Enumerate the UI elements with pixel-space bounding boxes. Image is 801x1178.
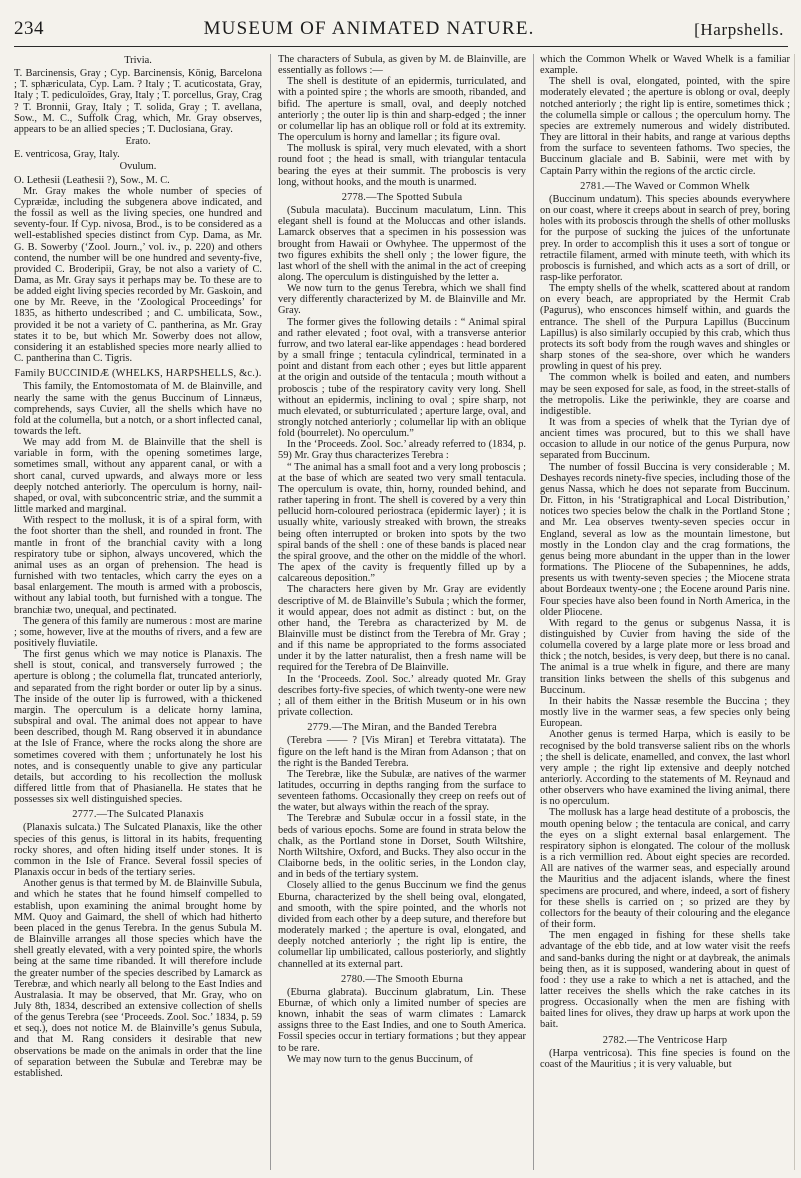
paragraph: The shell is oval, elongated, pointed, with the spire moderately elevated ; the aperture is oblong or oval, deeply notched anteriorly ; the right lip is entire, sometimes thick ; the columella simple or callous ; the operculum horny. The species are extremely numerous and widely distributed. They are littoral in their habits, and range at various depths from the surface to seventeen fathoms. Two species, the Buccinum glaciale and B. Sabinii, were met with by Captain Parry within the regions of the arctic circle. <box>540 76 790 177</box>
genus-heading: Trivia. <box>124 55 152 66</box>
paragraph: The first genus which we may notice is Planaxis. The shell is stout, conical, and transversely furrowed ; the aperture is oblong ; the columella flat, truncated anteriorly, and separated from the right border or outer lip by a sinus. The inside of the outer lip is furrowed, with a thickened margin. The operculum is a delicate horny lamina, subspiral and oval. The animal does not appear to have been described, though M. Rang observed it in abundance at the Isle of France, where the rocks along the shore are sometimes covered with them ; unfortunately he lost his notes, and is consequently unable to give any particular details, but according to his recollection the mollusk differed little from that of Phasianella. He states that he possesses six well distinguished species. <box>14 649 262 806</box>
page-number: 234 <box>14 18 44 39</box>
paragraph: The common whelk is boiled and eaten, and numbers may be seen exposed for sale, as food, in the street-stalls of the metropolis. Like the periwinkle, they are coarse and indigestible. <box>540 372 790 417</box>
paragraph: The mollusk has a large head destitute of a proboscis, the mouth opening below ; the tentacula are conical, and carry the eyes on a slight external basal enlargement. The respiratory siphon is elongated. The colour of the mollusk is a rich vermillion red. About eight species are recorded. All are natives of the warmer seas, and especially around the Mauritius and the adjacent islands, where the finest specimens are procured, and where, indeed, a sort of fishery for these shells is carried on ; so prized are they by collectors for the beauty of their colouring and the elegance of their form. <box>540 807 790 931</box>
genus-heading: Erato. <box>125 136 151 148</box>
paragraph: The characters here given by Mr. Gray are evidently descriptive of M. de Blainville’s Subula ; which the former, it would appear, does not admit as distinct : but, on the other hand, the Terebra as characterized by M. de Blainville must be distinct from the Terebra of Mr. Gray ; and if this name be appropriated to the forms associated under it by the latter naturalist, then a fresh name will be required for the Terebra of De Blainville. <box>278 584 526 674</box>
paragraph: We may now turn to the genus Buccinum, of <box>287 1053 473 1065</box>
paragraph: Another genus is that termed by M. de Blainville Subula, and which he states that he found himself compelled to establish, upon examining the animal brought home by MM. Quoy and Gaimard, the shell of which had hitherto been placed in the genus Terebra. In the genus Subula M. de Blainville arranges all those species which have the shell greatly elevated, with a very pointed spire, the whorls being at the same time ribanded. It will therefore include the greater number of the species described by Lamarck as Terebræ, and which nearly all belong to the East Indies and Australasia. It may be observed, that Mr. Gray, who on July 8th, 1834, described an extensive collection of shells of the genus Terebra (see ‘Proceeds. Zool. Soc.’ 1834, p. 59 et seq.), does not notice M. de Blainville’s genus Subula, and that M. Rang considers it desirable that new observations be made on the animals in order that the line of separation between the Subulæ and Terebræ may be established. <box>14 878 262 1079</box>
paragraph: (Harpa ventricosa). This fine species is found on the coast of the Mauritius ; it is very valuable, but <box>540 1047 790 1070</box>
paragraph: Another genus is termed Harpa, which is easily to be recognised by the bold transverse salient ribs on the whorls ; the shell is delicate, enamelled, and convex, the last whorl very ample ; the right lip extensive and deeply notched anteriorly. According to the statements of M. Reynaud and other observers who have examined the living animal, there is no operculum. <box>540 729 790 808</box>
paragraph: Mr. Gray makes the whole number of species of Cypræidæ, including the subgenera above indicated, and the fossil as well as the living species, one hundred and seventy-four. If Cyp. nivosa, Brod., is to be considered as a well-established species distinct from Cyp. Dama, as Mr. G. B. Sowerby (‘Zool. Journ.,’ vol. iv., p. 220) and others contend, the number will be one hundred and seventy-five, provided C. Broderipii, Gray, be not also a variety of C. Dama, as Mr. Gray says it perhaps may be. To these are to be added eight living species recorded by Mr. Gaskoin, and one by Mr. Reeve, in the ‘Zoological Proceedings’ for 1835, as hitherto undescribed ; and C. umbilicata, Sow., provided it be not a variety of C. pantherina, as Mr. Gray states it to be, but which Mr. Sowerby does not allow, considering it an established species more nearly allied to C. pantherina than C. Tigris. <box>14 185 262 365</box>
paragraph: In their habits the Nassæ resemble the Buccina ; they mostly live in the warmer seas, a few species only being European. <box>540 695 790 730</box>
column-divider <box>533 54 534 1170</box>
section-heading: Family BUCCINIDÆ (WHELKS, HARPSHELLS, &c.). <box>14 368 262 380</box>
running-head <box>14 10 784 40</box>
paragraph: The number of fossil Buccina is very considerable ; M. Deshayes records ninety-five species, including those of the genus Nassa, which he does not separate from Buccinum. Dr. Fitton, in his ‘Stratigraphical and Local Distribution,’ notices two species below the chalk in the Portland Stone ; and Mr. Lea observes twenty-seven species occur in England, several as low as the mountain limestone, but mostly in the London clay and the crag formations, the genus being more abundant in the upper than in the lower formations. The Pliocene of the Subapennines, he adds, presents us with twenty-seven species ; the Miocene strata about Bordeaux twenty-one ; the Eocene around Paris nine. Four species have also been found in North America, in the older Pliocene. <box>540 461 790 618</box>
section-heading: 2777.—The Sulcated Planaxis <box>72 809 204 821</box>
paragraph: With respect to the mollusk, it is of a spiral form, with the foot shorter than the shell, and rounded in front. The mantle in front of the branchial cavity with a long respiratory tube or siphon, always uncovered, which the animal uses as an organ of prehension. The head is furnished with two tentacles, which carry the eyes on a basal enlargement. The mouth is armed with a proboscis, without any labial tooth, but furnished with a tongue. The branchiæ two, unequal, and pectinated. <box>14 515 262 616</box>
paragraph: (Buccinum undatum). This species abounds everywhere on our coast, where it creeps about in search of prey, boring holes with its proboscis through the shells of other mollusks for the purpose of sucking the juices of the unfortunate prey. In order to accomplish this it uses a sort of tongue or retractile filament, armed with minute teeth, with which its proboscis is furnished, and which acts as a sort of drill, or rasp-like perforator. <box>540 193 790 283</box>
paragraph: The Terebræ, like the Subulæ, are natives of the warmer latitudes, occurring in depths ranging from the surface to seventeen fathoms. Occasionally they creep on reefs out of the water, but always within the reach of the spray. <box>278 768 526 814</box>
paragraph: In the ‘Proceeds. Zool. Soc.’ already referred to (1834, p. 59) Mr. Gray thus characterizes Terebra : <box>278 439 526 462</box>
paragraph: (Subula maculata). Buccinum maculatum, Linn. This elegant shell is found at the Moluccas and other islands. Lamarck observes that a specimen in his possession was brought from Hawaii or Owhyhee. The uppermost of the two figures exhibits the shell only ; the lower figure, the last whorl of the shell with the animal in the act of creeping along. The operculum is distinguished by the letter a. <box>278 205 526 283</box>
paragraph: T. Barcinensis, Gray ; Cyp. Barcinensis, König, Barcelona ; T. sphæriculata, Cyp. Lam. ? Italy ; T. acuticostata, Gray, Italy ; T. pediculoïdes, Gray, Italy ; T. porcellus, Gray, Crag ? T. Bronnii, Gray, Italy ; T. solida, Gray ; T. avellana, Sow., M. C., Suffolk Crag, which, Mr. Gray observes, appears to be an allied species ; T. Duclosiana, Gray. <box>14 68 262 135</box>
paragraph: The Terebræ and Subulæ occur in a fossil state, in the beds of various epochs. Some are found in strata below the chalk, as the Portland stone in Dorset, South Wiltshire, North Wiltshire, Oxford, and Bucks. They also occur in the Claiborne beds, in the oolitic series, in the London clay, and in beds of the tertiary system. <box>278 813 526 881</box>
paragraph: Closely allied to the genus Buccinum we find the genus Eburna, characterized by the shell being oval, elongated, and smooth, with the spire pointed, and the whorls not divided from each other by a deep suture, and therefore but moderately marked ; the aperture is oval, elongated, and deeply notched anteriorly ; the right lip is entire, the columellar lip umbilicated, callous posteriorly, and slightly channelled at its external part. <box>278 880 526 970</box>
paragraph: The characters of Subula, as given by M. de Blainville, are essentially as follows :— <box>278 54 526 77</box>
section-heading: 2779.—The Miran, and the Banded Terebra <box>307 722 497 734</box>
paragraph: The men engaged in fishing for these shells take advantage of the ebb tide, and at low water visit the reefs and sand-banks during the night or at daybreak, the animals being then, as it is supposed, wandering about in quest of food : they use a rake to which a net is attached, and the latter receives the shells which the rake catches in its progress. Occasionally when the men are fishing with baited lines for olives, they draw up harps at work upon the bait. <box>540 930 790 1031</box>
genus-heading: Ovulum. <box>119 161 157 173</box>
paragraph: (Terebra —— ? [Vis Miran] et Terebra vittatata). The figure on the left hand is the Miran from Adanson ; that on the right is the Banded Terebra. <box>278 735 526 769</box>
section-heading: 2778.—The Spotted Subula <box>341 191 463 203</box>
section-heading: 2781.—The Waved or Common Whelk <box>580 180 750 192</box>
paragraph: “ The animal has a small foot and a very long proboscis ; at the base of which are seated two very small tentacula. The operculum is ovate, thin, horny, rounded behind, and rather tapering in front. The shell is covered by a very thin pellucid horn-coloured periostraca (epidermic layer) ; it is usually white, variously streaked with brown, the streaks being often interrupted or broken into spots by the two spiral bands of the shell : one of these bands is placed near the spiral groove, and the other on the middle of the whorl. The apex of the cavity is frequently filled up by a calcareous deposition.” <box>278 461 526 585</box>
paragraph: The empty shells of the whelk, scattered about at random on every beach, are appropriated by the Hermit Crab (Pagurus), who ensconces himself within, and guards the entrance. The shell of the Purpura Lapillus (Buccinum Lapillus) is also similarly occupied by this crab, which thus protects its soft body from the rough waves and shingles or sharp stones of the sea-shore, over which he wanders prowling in quest of his prey. <box>540 283 790 373</box>
column-divider <box>270 54 271 1170</box>
header-rule <box>14 46 788 47</box>
section-heading: 2782.—The Ventricose Harp <box>602 1034 728 1046</box>
paragraph: (Eburna glabrata). Buccinum glabratum, Lin. These Eburnæ, of which only a limited number of species are known, inhabit the seas of warm climates : Lamarck assigns three to the East Indies, and one to South America. Fossil species occur in tertiary formations ; but they appear to be rare. <box>278 986 526 1054</box>
paragraph: We may add from M. de Blainville that the shell is variable in form, with the opening sometimes large, sometimes small, without any apparent canal, or with a short canal, curved upwards, and always more or less deeply notched anteriorly. The operculum is horny, nail-shaped, or oval, with subconcentric striæ, and the summit a little marked and marginal. <box>14 437 262 516</box>
page-edge-line <box>794 54 795 1170</box>
paragraph: O. Lethesii (Leathesii ?), Sow., M. C. <box>14 174 170 186</box>
paragraph: We now turn to the genus Terebra, which we shall find very differently characterized by M. de Blainville and Mr. Gray. <box>278 283 526 317</box>
page-title: MUSEUM OF ANIMATED NATURE. <box>203 18 535 39</box>
text-column-left <box>14 54 262 1170</box>
section-heading: 2780.—The Smooth Eburna <box>340 973 464 985</box>
paragraph: E. ventricosa, Gray, Italy. <box>14 149 120 161</box>
paragraph: In the ‘Proceeds. Zool. Soc.’ already quoted Mr. Gray describes forty-five species, of which twenty-one were new ; all of them either in the British Museum or in his own private collection. <box>278 673 526 719</box>
paragraph: The former gives the following details : “ Animal spiral and rather elevated ; foot oval, with a transverse anterior furrow, and two lateral ear-like appendages : head bordered by a small fringe ; tentacula cylindrical, terminated in a point and distant from each other ; eyes but little apparent at the origin and outside of the tentacula ; mouth without a proboscis ; tube of the respiratory cavity very long. Shell without an epidermis, inclining to oval ; spire sharp, not much elevated, or subturriculated ; aperture large, oval, and strongly notched anteriorly ; columellar lip with an oblique fold (bourrelet). No operculum.” <box>278 316 526 440</box>
paragraph: This family, the Entomostomata of M. de Blainville, and nearly the same with the genus Buccinum of Linnæus, comprehends, says Cuvier, all the shells which have no fold at the columella, but a notch, or a short inflected canal, towards the left. <box>14 381 262 437</box>
paragraph: The genera of this family are numerous : most are marine ; some, however, live at the mouths of rivers, and a few are positively fluviatile. <box>14 615 262 649</box>
paragraph: The shell is destitute of an epidermis, turriculated, and with a pointed spire ; the whorls are smooth, ribanded, and bifid. The aperture is small, oval, and deeply notched anteriorly ; the outer lip is thin and sharp-edged ; the inner or columellar lip has an oblique roll or fold at its extremity. The operculum is horny and lamellar ; its figure oval. <box>278 76 526 144</box>
text-column-right <box>540 54 790 1170</box>
paragraph: (Planaxis sulcata.) The Sulcated Planaxis, like the other species of this genus, is littoral in its habits, frequenting rocky shores, and often hiding itself under stones. It is common in the Isle of France. Several fossil species of Planaxis occur in beds of the tertiary series. <box>14 822 262 879</box>
paragraph: With regard to the genus or subgenus Nassa, it is distinguished by Cuvier from having the side of the columella covered by a large plate more or less broad and thick ; the notch, besides, is very deep, but there is no canal. The animal is a true whelk in figure, and there are many transition links between the shells of this subgenus and Buccinum. <box>540 617 790 696</box>
section-tag: [Harpshells. <box>694 20 784 39</box>
text-column-middle <box>278 54 526 1170</box>
paragraph: The mollusk is spiral, very much elevated, with a short round foot ; the head is small, with triangular tentacula bearing the eyes at their summit. The proboscis is very long, without hooks, and the mouth is unarmed. <box>278 143 526 188</box>
paragraph: It was from a species of whelk that the Tyrian dye of ancient times was procured, but to this we shall have occasion to allude in our notice of the genus Purpura, now separated from Buccinum. <box>540 417 790 462</box>
paragraph: which the Common Whelk or Waved Whelk is a familiar example. <box>540 54 790 77</box>
